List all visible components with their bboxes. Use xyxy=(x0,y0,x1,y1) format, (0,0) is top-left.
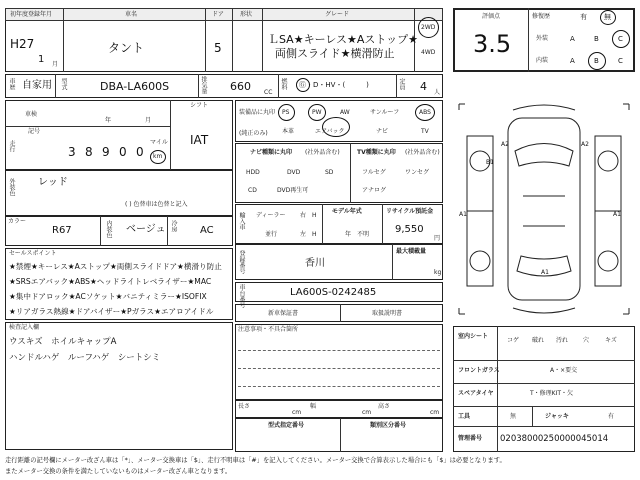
warranty-book: 新車保証書 xyxy=(268,310,299,317)
divider xyxy=(232,8,233,72)
class-label: 類別区分番号 xyxy=(370,422,407,429)
equip-leather: 本革 xyxy=(282,128,295,135)
ac-value: AC xyxy=(200,225,214,236)
odo-digit-4: 0 xyxy=(119,145,127,159)
corner-bracket xyxy=(623,104,629,110)
notes-line xyxy=(238,368,440,369)
divider xyxy=(100,216,101,246)
sheet-yogore: 汚れ xyxy=(556,337,569,344)
chassis-value: LA600S-0242485 xyxy=(290,287,377,298)
diagram-mark: A2 xyxy=(581,141,589,148)
divider xyxy=(205,8,206,72)
divider xyxy=(262,8,263,72)
divider xyxy=(340,304,341,322)
equip-aw: AW xyxy=(340,109,350,116)
load-label: 最大積載量 xyxy=(396,248,427,255)
height-label: 高さ xyxy=(378,403,391,410)
tv-analog: アナログ xyxy=(362,187,387,194)
capacity-value: 4 xyxy=(420,80,427,93)
import-handle-r: H xyxy=(312,212,317,219)
corner-bracket xyxy=(459,104,465,110)
capacity-label: 定員 xyxy=(398,78,405,90)
inspection-label: 車検 xyxy=(25,111,38,118)
interior-color-label: 内装色 xyxy=(105,220,112,238)
shift-label: シフト xyxy=(190,102,209,109)
fuel-options: Ⓖ・D・HV・( ) xyxy=(299,81,369,89)
model-label: 型式 xyxy=(60,78,67,90)
color-code-label: カラー xyxy=(8,218,27,225)
import-label: 輸入車 xyxy=(238,212,245,230)
sales-point-line-2: ★SRSエアバック★ABS★ヘッドライトレベライザー★MAC xyxy=(9,277,212,286)
footer-line-1: 走行距離の記号欄にメーター改ざん車は「*」、メーター交換車は「$」、走行不明車は「#」を記入してください。メーター交換で合算表示した場合にも「$」は必要となります。 xyxy=(5,457,506,464)
equip-sunroof: サンルーフ xyxy=(370,109,400,116)
grade-line-2: 両側スライド★横滑防止 xyxy=(275,47,395,60)
displacement-label: 排気量 xyxy=(200,76,207,94)
wheel xyxy=(598,151,618,171)
control-label: 管理番号 xyxy=(458,435,483,442)
spare-value: T・修理KIT・欠 xyxy=(530,390,574,397)
divider xyxy=(497,326,498,452)
tools-label: 工具 xyxy=(458,413,471,420)
sales-point-line-1: ★禁煙★キーレス★Aストップ★両側スライドドア★横滑り防止 xyxy=(9,262,222,271)
tools-value: 無 xyxy=(510,413,517,420)
odo-digit-1: 3 xyxy=(68,145,76,159)
interior-sheet-label: 室内シート xyxy=(458,333,489,340)
displacement-value: 660 xyxy=(230,80,251,93)
interior-c: C xyxy=(618,57,623,65)
sheet-yabure: 破れ xyxy=(532,337,545,344)
type-block xyxy=(235,418,443,452)
import-handle-l: H xyxy=(312,231,317,238)
exterior-b: B xyxy=(594,35,599,43)
divider xyxy=(528,8,529,72)
import-dealer: ディーラー xyxy=(256,212,286,219)
import-right: 右 xyxy=(300,212,307,219)
sales-points-label: セールスポイント xyxy=(9,250,57,257)
divider xyxy=(278,74,279,98)
width-label: 幅 xyxy=(310,403,317,410)
divider xyxy=(453,360,635,361)
nav-dvd-play: DVD再生可 xyxy=(277,187,309,194)
diagram-mark: A2 xyxy=(501,141,509,148)
dims-block xyxy=(235,400,443,418)
shape-header: 形状 xyxy=(240,11,253,18)
repair-no: 無 xyxy=(604,13,611,21)
model-value: DBA-LA600S xyxy=(100,80,170,93)
shift-value: IAT xyxy=(190,133,209,147)
warranty-manual: 取扱説明書 xyxy=(372,310,403,317)
notes-line xyxy=(238,386,440,387)
nav-hdd: HDD xyxy=(246,169,260,176)
color-label: 外装色 xyxy=(8,178,15,196)
model-year-value: 年 不明 xyxy=(345,231,370,238)
divider xyxy=(532,406,533,426)
spare-label: スペアタイヤ xyxy=(458,390,494,397)
divider xyxy=(170,100,171,170)
odo-digit-2: 8 xyxy=(85,145,93,159)
length-label: 長さ xyxy=(238,403,251,410)
color-code-row xyxy=(5,216,233,246)
color-note: ( ) 色替車は色替と記入 xyxy=(125,201,188,208)
divider xyxy=(5,126,170,127)
tv-note: (社外品含む) xyxy=(405,149,440,156)
first-reg-year: H27 xyxy=(10,37,35,51)
doors-value: 5 xyxy=(214,41,222,55)
header-row xyxy=(5,8,443,21)
divider xyxy=(198,74,199,98)
sales-point-line-4: ★リアガラス熱線★ドアバイザー★Pガラス★エアロアイドル xyxy=(9,307,214,316)
sheet-koge: コゲ xyxy=(507,337,520,344)
tv-oneseg: ワンセグ xyxy=(405,169,430,176)
nav-title: ナビ種類に丸印 xyxy=(250,149,293,156)
equip-abs: ABS xyxy=(419,109,431,116)
equip-navi: ナビ xyxy=(376,128,389,135)
equipment-label: 装備品に丸印 xyxy=(239,109,276,116)
odo-digit-5: 0 xyxy=(136,145,144,159)
mileage-label: 走行 xyxy=(8,140,15,152)
jack-value: 有 xyxy=(608,413,615,420)
recycle-label: リサイクル預託金 xyxy=(386,208,434,215)
notes-line xyxy=(238,350,440,351)
tv-title: TV種類に丸印 xyxy=(357,149,396,156)
spec-row xyxy=(5,74,443,98)
nav-sd: SD xyxy=(325,169,334,176)
exterior-c: C xyxy=(618,35,623,43)
score-label: 評価点 xyxy=(482,13,501,20)
car-diagram xyxy=(453,96,635,322)
use-value: 自家用 xyxy=(22,80,52,91)
length-unit: cm xyxy=(292,409,302,416)
control-value: 02038000250000045014 xyxy=(500,434,609,444)
interior-color-value: ベージュ xyxy=(126,224,166,235)
chassis-label: 車台番号 xyxy=(238,284,245,308)
recycle-unit: 円 xyxy=(434,235,441,242)
first-reg-header: 初年度登録年月 xyxy=(10,11,53,18)
equip-ps: PS xyxy=(282,109,290,116)
diagram-mark: A1 xyxy=(541,269,549,276)
divider xyxy=(453,406,635,407)
car-name-header: 車名 xyxy=(125,11,138,18)
divider xyxy=(350,143,351,203)
exterior-a: A xyxy=(570,35,575,43)
corner-bracket xyxy=(623,308,629,314)
nav-dvd: DVD xyxy=(287,169,301,176)
divider xyxy=(55,74,56,98)
mile-unit: マイル xyxy=(150,139,168,146)
divider xyxy=(382,204,383,244)
front-bumper xyxy=(513,105,575,110)
windshield xyxy=(515,144,573,167)
interior-label: 内装 xyxy=(536,57,549,64)
score-value: 3.5 xyxy=(473,30,512,58)
front-glass-label: フロントガラス xyxy=(458,367,500,374)
sales-point-line-3: ★集中ドアロック★ACソケット★バニティミラー★ISOFIX xyxy=(9,292,207,301)
divider xyxy=(63,8,64,72)
person-unit: 人 xyxy=(434,89,441,96)
month-unit: 月 xyxy=(52,61,59,68)
nav-note: (社外品含む) xyxy=(305,149,340,156)
door-header: ドア xyxy=(212,11,224,18)
notes-block xyxy=(235,324,443,400)
footer-line-2: またメーター交換の条件を満たしていないものはメーター改ざん車となります。 xyxy=(5,468,232,475)
registration-value: 香川 xyxy=(305,258,325,269)
divider xyxy=(396,74,397,98)
exterior-label: 外装 xyxy=(536,35,549,42)
diagram-mark: B1 xyxy=(486,159,494,166)
divider xyxy=(453,426,635,427)
wheel xyxy=(470,251,490,271)
corner-bracket xyxy=(459,308,465,314)
height-unit: cm xyxy=(430,409,440,416)
repair-label: 修復歴 xyxy=(532,13,551,20)
color-value: レッド xyxy=(38,177,68,188)
registration-label: 登録番号 xyxy=(238,250,245,274)
equipment-sublabel: (純正のみ) xyxy=(239,130,268,137)
equip-pw: PW xyxy=(312,109,322,116)
wheel xyxy=(598,251,618,271)
ac-label: 冷房 xyxy=(170,220,177,232)
interior-b: B xyxy=(594,57,599,65)
sheet-ana: 穴 xyxy=(583,337,590,344)
rear-bumper xyxy=(513,308,575,313)
inspection-month: 月 xyxy=(145,117,152,124)
drive-2wd: 2WD xyxy=(421,24,436,31)
diagram-mark: A1 xyxy=(459,211,467,218)
divider xyxy=(167,216,168,246)
color-code-value: R67 xyxy=(52,225,72,236)
divider xyxy=(392,244,393,280)
first-reg-month: 1 xyxy=(38,54,45,65)
import-parallel: 並行 xyxy=(265,231,278,238)
odo-digit-3: 9 xyxy=(102,145,110,159)
interior-a: A xyxy=(570,57,575,65)
load-unit: kg xyxy=(434,269,442,276)
front-glass-value: A・×要交 xyxy=(550,367,578,374)
divider xyxy=(322,204,323,244)
sheet-kizu: キズ xyxy=(605,337,617,344)
divider xyxy=(453,383,635,384)
equip-airbag: エアバック xyxy=(315,128,345,135)
use-label: 車歴 xyxy=(8,78,15,90)
inspector-label: 検査記入欄 xyxy=(9,324,40,331)
fuel-label: 燃料 xyxy=(280,78,287,90)
equip-tv: TV xyxy=(421,128,429,135)
drive-4wd: 4WD xyxy=(421,49,436,56)
jack-label: ジャッキ xyxy=(545,413,569,420)
divider xyxy=(340,418,341,452)
recycle-value: 9,550 xyxy=(395,224,424,235)
diagram-mark: A1 xyxy=(613,211,621,218)
unit-label: 記号 xyxy=(28,128,41,135)
grade-line-1: ＬSA★キーレス★Aストップ★ xyxy=(268,33,418,46)
repair-yes: 有 xyxy=(580,13,587,21)
km-unit: km xyxy=(153,153,163,160)
inspector-line-2: ハンドルハゲ ルーフハゲ シートシミ xyxy=(9,353,161,363)
import-left: 左 xyxy=(300,231,307,238)
type-label: 型式指定番号 xyxy=(268,422,305,429)
model-year-label: モデル年式 xyxy=(332,208,362,215)
warranty-block xyxy=(235,304,443,322)
cc-unit: CC xyxy=(264,89,273,96)
width-unit: cm xyxy=(362,409,372,416)
car-name-value: タント xyxy=(108,41,145,55)
inspection-year: 年 xyxy=(105,117,112,124)
inspector-line-1: ウスキズ ホイルキャップA xyxy=(9,337,117,347)
notes-label: 注意事項・不具合箇所 xyxy=(238,326,299,333)
grade-header: グレード xyxy=(325,11,350,18)
tv-fullseg: フルセグ xyxy=(362,169,386,176)
nav-cd: CD xyxy=(248,187,257,194)
